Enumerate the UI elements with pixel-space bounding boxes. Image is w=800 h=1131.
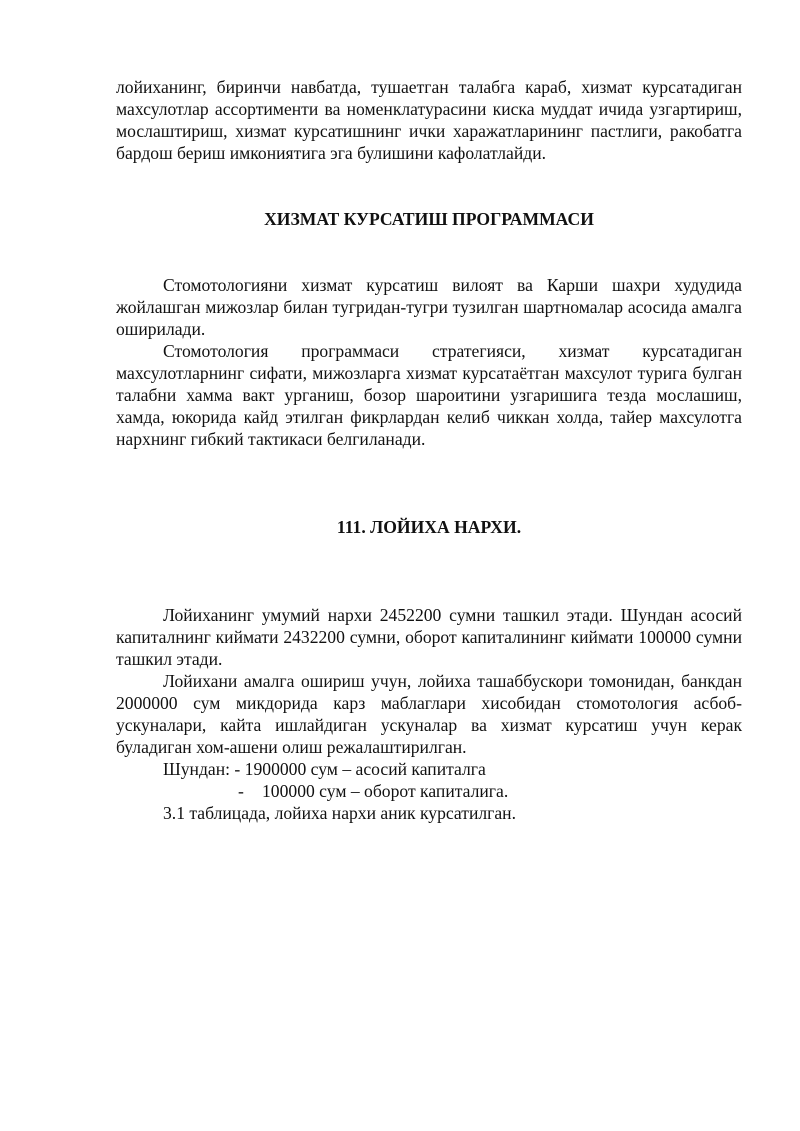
paragraph: Лойихани амалга ошириш учун, лойиха ташаббускори томонидан, банкдан 2000000 сум микдорида карз маблаглари хисобидан стомотология асбоб-ускуналари, кайта ишлайдиган ускуналар ва хизмат курсатиш учун керак буладиган хом-ашени олиш режалаштирилган. <box>116 671 742 757</box>
section-title-project-price: 111. ЛОЙИХА НАРХИ. <box>336 517 522 537</box>
breakdown-text: 100000 сум – оборот капиталига. <box>262 781 509 801</box>
breakdown-line: Шундан: - 1900000 сум – асосий капиталга <box>163 759 486 779</box>
section-body-project-price <box>116 604 742 824</box>
closing-line: 3.1 таблицада, лойиха нархи аник курсатилган. <box>163 803 516 823</box>
section-title-service-program: ХИЗМАТ КУРСАТИШ ПРОГРАММАСИ <box>264 209 594 229</box>
breakdown-line <box>116 780 742 802</box>
section-body-service-program <box>116 274 742 450</box>
paragraph: Стомотологияни хизмат курсатиш вилоят ва Карши шахри худудида жойлашган мижозлар билан тугридан-тугри тузилган шартномалар асосида амалга оширилади. <box>116 275 742 339</box>
list-dash: - <box>238 781 244 801</box>
intro-paragraph: лойиханинг, биринчи навбатда, тушаетган талабга караб, хизмат курсатадиган махсулотлар ассортименти ва номенклатурасини киска муддат ичида узгартириш, мослаштириш, хизмат курсатишнинг ички харажатларининг пастлиги, ракобатга бардош бериш имкониятига эга булишини кафолатлайди. <box>116 77 742 163</box>
document-page <box>116 76 742 824</box>
paragraph: Стомотология программаси стратегияси, хизмат курсатадиган махсулотларнинг сифати, мижозларга хизмат курсатаётган махсулот турига булган талабни хамма вакт урганиш, бозор шароитини узгаришига тезда мослашиш, хамда, юкорида кайд этилган фикрлардан келиб чиккан холда, тайер махсулотга нархнинг гибкий тактикаси белгиланади. <box>116 341 742 449</box>
paragraph: Лойиханинг умумий нархи 2452200 сумни ташкил этади. Шундан асосий капиталнинг киймати 2432200 сумни, оборот капиталининг киймати 100000 сумни ташкил этади. <box>116 605 742 669</box>
